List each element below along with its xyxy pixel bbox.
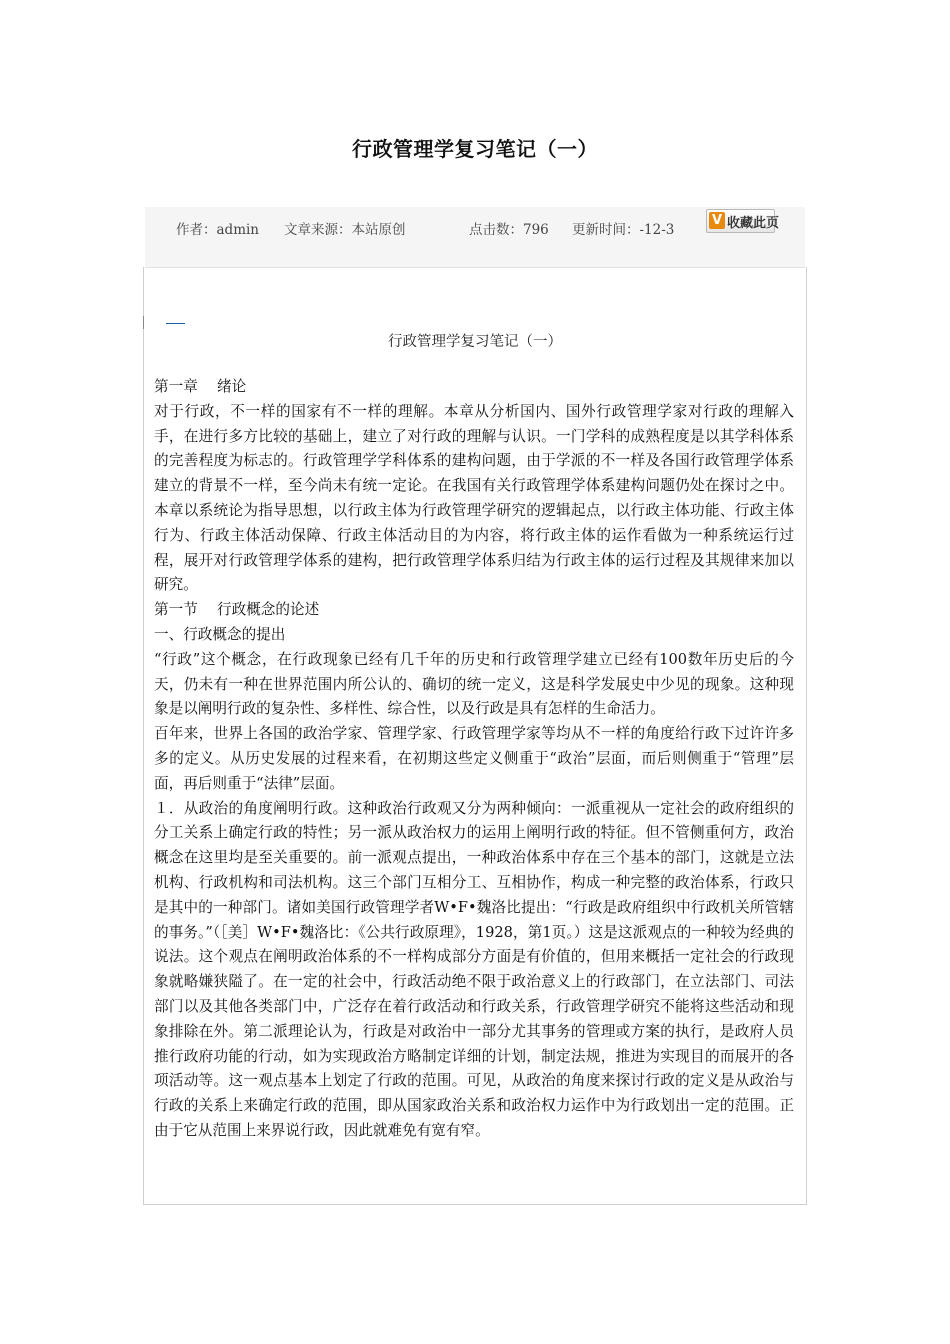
paragraph: １．从政治的角度阐明行政。这种政治行政观又分为两种倾向：一派重视从一定社会的政府组织的分工关系上确定行政的特性；另一派从政治权力的运用上阐明行政的特征。但不管侧重何方，政治概念在这里均是至关重要的。前一派观点提出，一种政治体系中存在三个基本的部门，这就是立法机构、行政机构和司法机构。这三个部门互相分工、互相协作，构成一种完整的政治体系，行政只是其中的一种部门。诸如美国行政管理学者W•F•魏洛比提出：“行政是政府组织中行政机关所管辖的事务。”（［美］W•F•魏洛比：《公共行政原理》，1928，第1页。）这是这派观点的一种较为经典的说法。这个观点在阐明政治体系的不一样构成部分方面是有价值的，但用来概括一定社会的行政现象就略嫌狭隘了。在一定的社会中，行政活动绝不限于政治意义上的行政部门，在立法部门、司法部门以及其他各类部门中，广泛存在着行政活动和行政关系，行政管理学研究不能将这些活动和现象排除在外。第二派理论认为，行政是对政治中一部分尤其事务的管理或方案的执行，是政府人员推行政府功能的行动，如为实现政治方略制定详细的计划，制定法规，推进为实现目的而展开的各项活动等。这一观点基本上划定了行政的范围。可见，从政治的角度来探讨行政的定义是从政治与行政的关系上来确定行政的范围，即从国家政治关系和政治权力运作中为行政划出一定的范围。正由于它从范围上来界说行政，因此就难免有宽有窄。: [154, 799, 794, 1139]
article-subtitle: 行政管理学复习笔记（一）: [388, 334, 562, 350]
paragraph: 百年来，世界上各国的政治学家、管理学家、行政管理学家等均从不一样的角度给行政下过许许多多的定义。从历史发展的过程来看，在初期这些定义侧重于“政治”层面，而后则侧重于“管理”层面，再后则重于“法律”层面。: [154, 725, 794, 792]
hits-text: 点击数：796: [469, 222, 549, 238]
dash-mark: [166, 323, 185, 324]
author-text: 作者：admin: [176, 222, 260, 238]
bookmark-button[interactable]: [706, 209, 780, 233]
subsection-heading: 一、行政概念的提出: [154, 625, 286, 643]
updated-text: 更新时间：-12-3: [572, 222, 675, 238]
article-body: [154, 375, 794, 1144]
left-edge-mark: [143, 316, 144, 329]
source-text: 文章来源：本站原创: [284, 222, 406, 238]
bookmark-label: 收藏此页: [727, 216, 780, 231]
paragraph: 对于行政，不一样的国家有不一样的理解。本章从分析国内、国外行政管理学家对行政的理解入手，在进行多方比较的基础上，建立了对行政的理解与认识。一门学科的成熟程度是以其学科体系的完善程度为标志的。行政管理学学科体系的建构问题，由于学派的不一样及各国行政管理学体系建立的背景不一样，至今尚未有统一定论。在我国有关行政管理学体系建构问题仍处在探讨之中。本章以系统论为指导思想，以行政主体为行政管理学研究的逻辑起点，以行政主体功能、行政主体行为、行政主体活动保障、行政主体活动目的为内容，将行政主体的运作看做为一种系统运行过程，展开对行政管理学体系的建构，把行政管理学体系归结为行政主体的运行过程及其规律来加以研究。: [154, 402, 794, 594]
article-meta-bar: [145, 207, 805, 268]
page-title: 行政管理学复习笔记（一）: [352, 137, 598, 161]
article-content: [143, 267, 807, 1205]
section-heading: 第一节 行政概念的论述: [154, 601, 320, 619]
chapter-heading: 第一章 绪论: [154, 378, 247, 395]
paragraph: “行政”这个概念，在行政现象已经有几千年的历史和行政管理学建立已经有100数年历史后的今天，仍未有一种在世界范围内所公认的、确切的统一定义，这是科学发展史中少见的现象。这种现象是以阐明行政的复杂性、多样性、综合性，以及行政是具有怎样的生命活力。: [154, 650, 794, 718]
bookmark-icon: V: [709, 212, 725, 229]
